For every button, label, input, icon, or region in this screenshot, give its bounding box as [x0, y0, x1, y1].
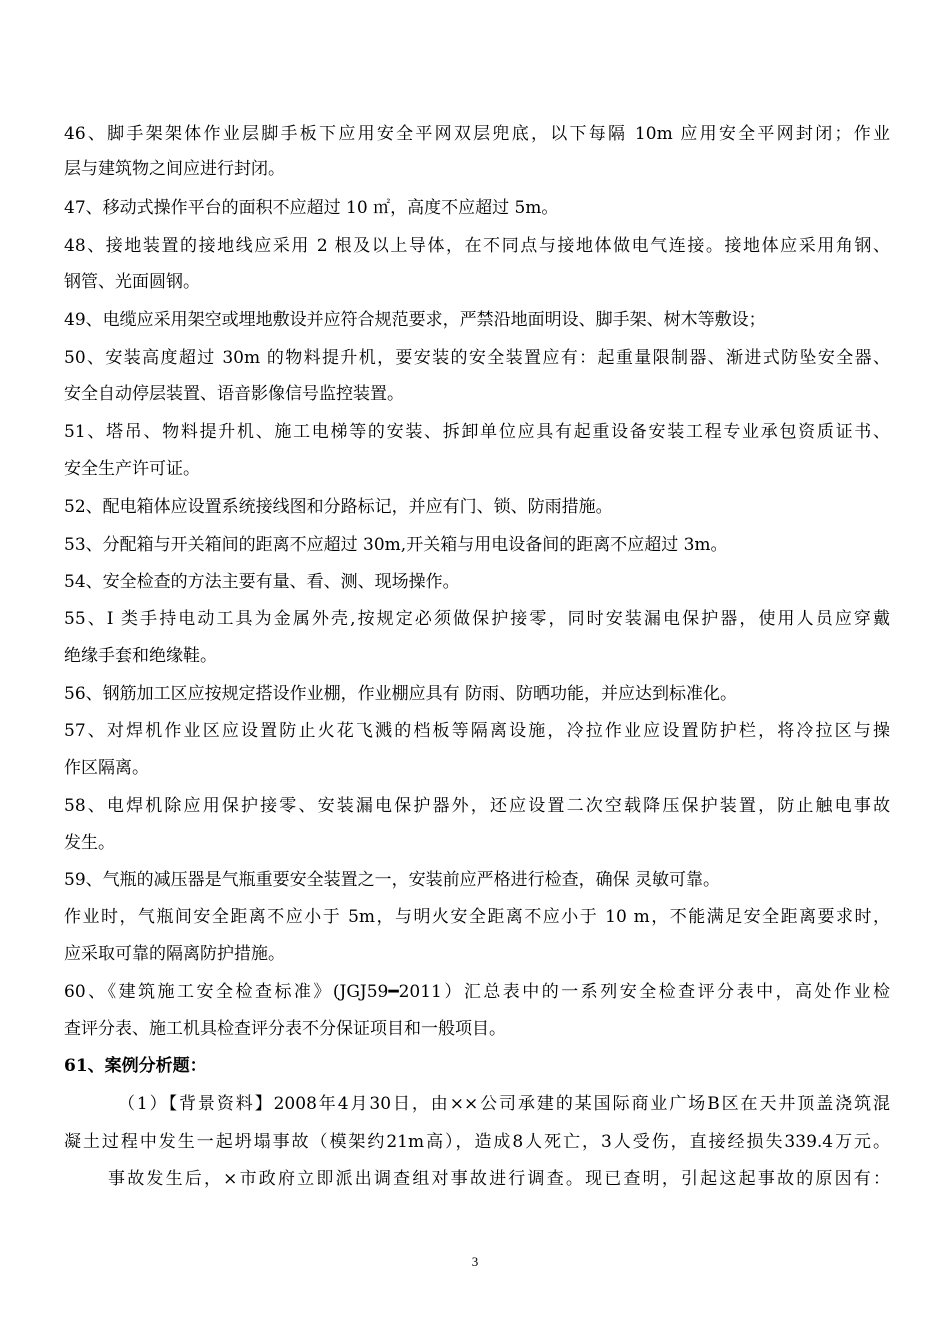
text-line-60a: 60、《建筑施工安全检查标准》(JGJ59━2011）汇总表中的一系列安全检查评分表中，高处作业检 — [64, 982, 890, 1002]
text-line-47: 47、移动式操作平台的面积不应超过 10 ㎡，高度不应超过 5m。 — [64, 198, 559, 218]
text-line-48b: 钢管、光面圆钢。 — [64, 272, 200, 292]
text-line-59-continued-a: 作业时，气瓶间安全距离不应小于 5m，与明火安全距离不应小于 10 m，不能满足安全距离要求时， — [64, 907, 890, 927]
text-line-46b: 层与建筑物之间应进行封闭。 — [64, 159, 285, 179]
text-line-57b: 作区隔离。 — [64, 758, 149, 778]
text-line-61-heading: 61、案例分析题： — [64, 1056, 207, 1076]
text-line-54: 54、安全检查的方法主要有量、看、测、现场操作。 — [64, 572, 460, 592]
text-line-57a: 57、对焊机作业区应设置防止火花飞溅的档板等隔离设施，冷拉作业应设置防护栏，将冷拉区与操 — [64, 721, 890, 741]
text-line-59-continued-b: 应采取可靠的隔离防护措施。 — [64, 944, 285, 964]
text-line-50a: 50、安装高度超过 30m 的物料提升机，要安装的安全装置应有：起重量限制器、渐进式防坠安全器、 — [64, 348, 890, 368]
text-line-50b: 安全自动停层装置、语音影像信号监控装置。 — [64, 384, 404, 404]
text-line-53: 53、分配箱与开关箱间的距离不应超过 30m,开关箱与用电设备间的距离不应超过 3m。 — [64, 535, 728, 555]
text-line-48a: 48、接地装置的接地线应采用 2 根及以上导体，在不同点与接地体做电气连接。接地体应采用角钢、 — [64, 236, 890, 256]
case-background-line-1: （1）【背景资料】2008年4月30日，由××公司承建的某国际商业广场B区在天井顶盖浇筑混 — [118, 1094, 890, 1114]
page-number: 3 — [471, 1254, 479, 1269]
text-line-52: 52、配电箱体应设置系统接线图和分路标记，并应有门、锁、防雨措施。 — [64, 497, 613, 517]
case-background-line-2: 凝土过程中发生一起坍塌事故（模架约21m高），造成8人死亡，3人受伤，直接经损失339.4万元。 — [64, 1132, 890, 1152]
case-background-line-3: 事故发生后，×市政府立即派出调查组对事故进行调查。现已查明，引起这起事故的原因有： — [108, 1169, 890, 1189]
text-line-46a: 46、脚手架架体作业层脚手板下应用安全平网双层兜底，以下每隔 10m 应用安全平网封闭；作业 — [64, 124, 890, 144]
text-line-56: 56、钢筋加工区应按规定搭设作业棚，作业棚应具有 防雨、防晒功能，并应达到标准化。 — [64, 684, 738, 704]
text-line-51b: 安全生产许可证。 — [64, 459, 200, 479]
text-line-58b: 发生。 — [64, 833, 115, 853]
text-line-49: 49、电缆应采用架空或埋地敷设并应符合规范要求，严禁沿地面明设、脚手架、树木等敷设； — [64, 310, 766, 330]
text-line-55a: 55、I 类手持电动工具为金属外壳,按规定必须做保护接零，同时安装漏电保护器，使用人员应穿戴 — [64, 609, 890, 629]
text-line-51a: 51、塔吊、物料提升机、施工电梯等的安装、拆卸单位应具有起重设备安装工程专业承包资质证书、 — [64, 422, 890, 442]
text-line-60b: 查评分表、施工机具检查评分表不分保证项目和一般项目。 — [64, 1019, 506, 1039]
text-line-58a: 58、电焊机除应用保护接零、安装漏电保护器外，还应设置二次空载降压保护装置，防止触电事故 — [64, 796, 890, 816]
text-line-59: 59、气瓶的减压器是气瓶重要安全装置之一，安装前应严格进行检查，确保 灵敏可靠。 — [64, 870, 721, 890]
text-line-55b: 绝缘手套和绝缘鞋。 — [64, 646, 217, 666]
